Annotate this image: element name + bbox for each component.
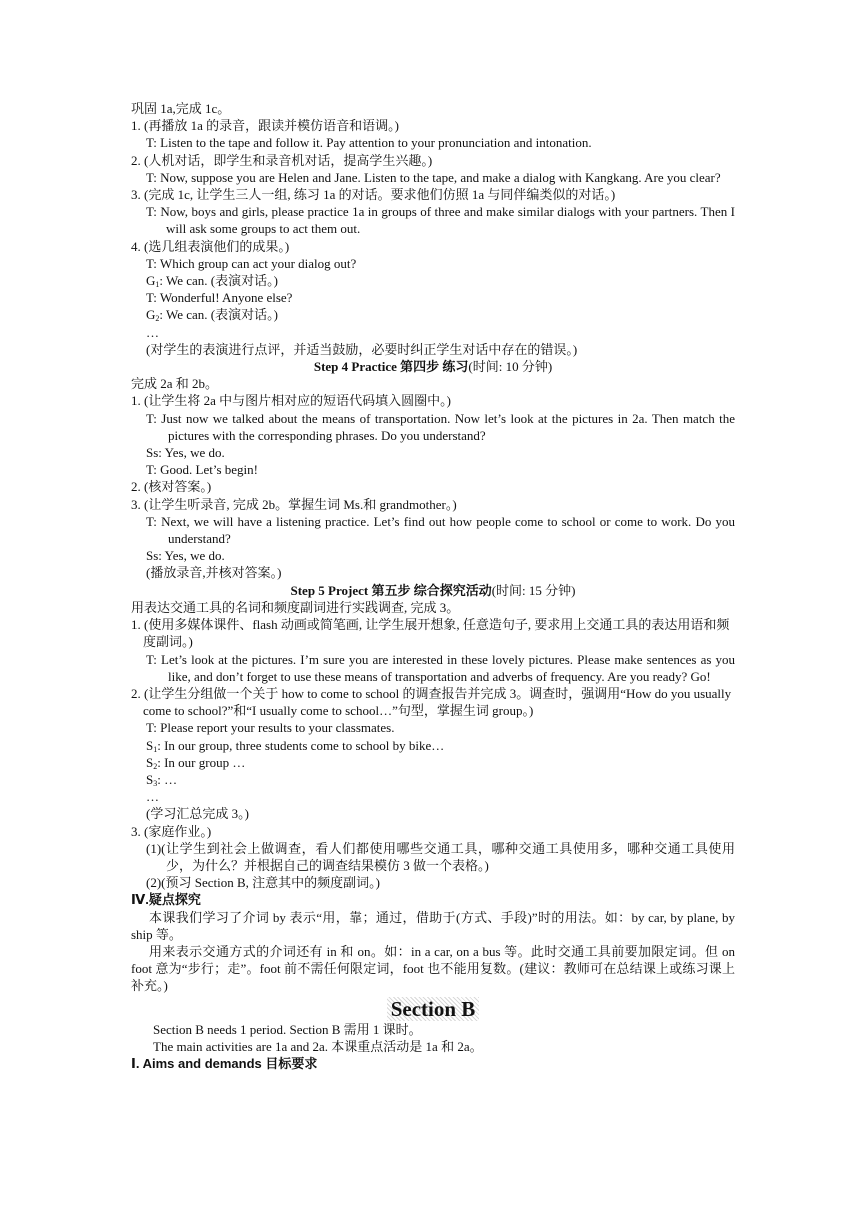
text-line: T: Listen to the tape and follow it. Pay attention to your pronunciation and intonation. [146, 135, 592, 151]
text-line: 3. (家庭作业。) [131, 823, 212, 839]
text-line: 3. (完成 1c, 让学生三人一组, 练习 1a 的对话。要求他们仿照 1a 与同伴编类似的对话。) [131, 187, 616, 203]
text-paragraph [131, 651, 735, 685]
text-line [131, 272, 735, 289]
dialog-line: T: Now, boys and girls, please practice 1a in groups of three and make similar dialogs with your partners. Then I will ask some groups to act them out. [146, 204, 735, 237]
numbered-item: 1. (使用多媒体课件、flash 动画或简笔画, 让学生展开想象, 任意造句子, 要求用上交通工具的表达用语和频度副词。) [131, 617, 730, 650]
text-line: Section B needs 1 period. Section B 需用 1 课时。 [153, 1021, 422, 1037]
text-paragraph [131, 513, 735, 547]
text-line: T: Please report your results to your classmates. [146, 720, 395, 736]
step5-heading [131, 582, 735, 599]
text-line: 完成 2a 和 2b。 [131, 376, 219, 392]
numbered-item: 2. (让学生分组做一个关于 how to come to school 的调查报告并完成 3。调查时，强调用“How do you usually come to school?”和“I usually come to school…”句型，掌握生词 group。) [131, 685, 732, 719]
text-paragraph [131, 410, 735, 444]
dialog-text: : We can. (表演对话。) [159, 273, 278, 289]
text-line [131, 771, 735, 788]
text-line: 4. (选几组表演他们的成果。) [131, 238, 290, 254]
section-heading: Ⅳ.疑点探究 [131, 892, 201, 908]
text-paragraph [131, 685, 735, 719]
text-line: The main activities are 1a and 2a. 本课重点活动是 1a 和 2a。 [153, 1038, 483, 1054]
speaker-sub: 2 [153, 761, 158, 771]
dialog-line: T: Let’s look at the pictures. I’m sure you are interested in these lovely pictures. Please make sentences as you like, and don’t forget to use these means of transportation and adverbs of frequency. Are you ready? Go! [146, 651, 735, 684]
text-paragraph [131, 203, 735, 237]
speaker-sub: 2 [155, 314, 160, 324]
document-page [131, 100, 735, 1072]
text-line: (2)(预习 Section B, 注意其中的频度副词。) [146, 875, 380, 891]
text-line: (学习汇总完成 3。) [146, 806, 249, 822]
speaker-sub: 1 [155, 280, 160, 290]
section-b-title [131, 997, 735, 1021]
text-line: 1. (让学生将 2a 中与图片相对应的短语代码填入圆圈中。) [131, 393, 451, 409]
text-line: … [146, 789, 159, 805]
dialog-line: T: Now, suppose you are Helen and Jane. Listen to the tape, and make a dialog with Kangkang. Are you clear? [146, 169, 721, 185]
text-paragraph [131, 840, 735, 874]
text-line: 用表达交通工具的名词和频度副词进行实践调查, 完成 3。 [131, 599, 460, 615]
text-line: 3. (让学生听录音, 完成 2b。掌握生词 Ms.和 grandmother。) [131, 496, 457, 512]
speaker-sub: 1 [153, 744, 158, 754]
dialog-line: T: Just now we talked about the means of transportation. Now let’s look at the pictures in 2a. Then match the pictures with the corresponding phrases. Do you understand? [146, 410, 735, 443]
dialog-text: : … [157, 771, 178, 787]
step4-title: Step 4 Practice 第四步 练习 [313, 359, 469, 375]
text-line [131, 737, 735, 754]
text-line: 1. (再播放 1a 的录音，跟读并模仿语音和语调。) [131, 118, 399, 134]
text-line: T: Good. Let’s begin! [146, 462, 258, 478]
text-line [131, 754, 735, 771]
text-line: T: Wonderful! Anyone else? [146, 290, 293, 306]
speaker-label: G [146, 273, 156, 289]
text-line: 2. (核对答案。) [131, 479, 212, 495]
text-paragraph: 用来表示交通方式的介词还有 in 和 on。如：in a car, on a bus 等。此时交通工具前要加限定词。但 on foot 意为“步行；走”。foot 前不需任何限定词，foot 也不能用复数。(建议：教师可在总结课上或练习课上补充。) [131, 943, 735, 994]
step4-time: (时间: 10 分钟) [468, 359, 553, 375]
text-paragraph [131, 616, 735, 650]
step5-title: Step 5 Project 第五步 综合探究活动 [290, 582, 492, 598]
text-line: 巩固 1a,完成 1c。 [131, 101, 231, 116]
text-line: (播放录音,并核对答案。) [146, 565, 282, 581]
text-line: … [146, 324, 159, 340]
text-line: T: Which group can act your dialog out? [146, 255, 357, 271]
text-line [131, 306, 735, 323]
dialog-text: : In our group, three students come to school by bike… [157, 737, 445, 753]
text-line: Ss: Yes, we do. [146, 445, 225, 461]
text-line: 2. (人机对话，即学生和录音机对话，提高学生兴趣。) [131, 152, 433, 168]
text-line: (对学生的表演进行点评，并适当鼓励，必要时纠正学生对话中存在的错误。) [146, 341, 578, 357]
dialog-text: : In our group … [157, 754, 246, 770]
dialog-text: : We can. (表演对话。) [159, 307, 278, 323]
speaker-label: G [146, 307, 156, 323]
speaker-label: S [146, 771, 154, 787]
dialog-line: T: Next, we will have a listening practice. Let’s find out how people come to school or come to work. Do you understand? [146, 513, 735, 547]
aims-heading: Ⅰ. Aims and demands 目标要求 [131, 1055, 318, 1071]
speaker-label: S [146, 754, 154, 770]
speaker-label: S [146, 737, 154, 753]
homework-item: (1)(让学生到社会上做调查，看人们都使用哪些交通工具，哪种交通工具使用多，哪种交通工具使用少，为什么？并根据自己的调查结果模仿 3 做一个表格。) [146, 840, 735, 873]
step5-time: (时间: 15 分钟) [491, 582, 576, 598]
text-paragraph [131, 169, 735, 186]
step4-heading [131, 358, 735, 375]
text-paragraph: 本课我们学习了介词 by 表示“用，靠；通过，借助于(方式、手段)”时的用法。如：by car, by plane, by ship 等。 [131, 909, 735, 942]
speaker-sub: 3 [153, 778, 158, 788]
text-line: Ss: Yes, we do. [146, 548, 225, 564]
section-b-title-text: Section B [387, 997, 480, 1021]
